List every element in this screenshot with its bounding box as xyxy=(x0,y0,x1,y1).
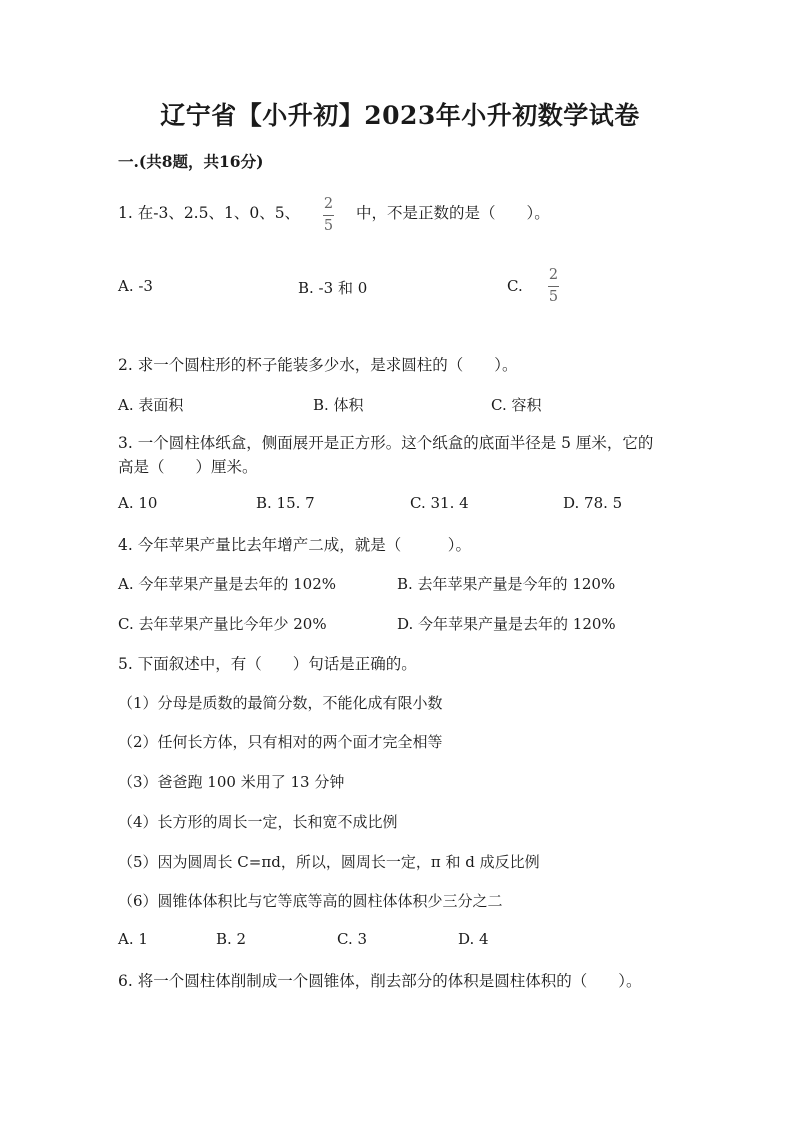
question-1-option-a[interactable]: A. -3 xyxy=(118,277,153,295)
fraction-numerator: 2 xyxy=(323,196,334,212)
question-4-option-a[interactable]: A. 今年苹果产量是去年的 102% xyxy=(118,575,337,593)
question-5-stem: 5. 下面叙述中，有（ ）句话是正确的。 xyxy=(118,655,417,673)
fraction-bar xyxy=(548,286,559,287)
question-5-statement-2: （2）任何长方体，只有相对的两个面才完全相等 xyxy=(118,733,443,751)
question-4-option-c[interactable]: C. 去年苹果产量比今年少 20% xyxy=(118,615,327,633)
question-5-option-a[interactable]: A. 1 xyxy=(118,930,148,948)
question-2-option-c[interactable]: C. 容积 xyxy=(491,396,542,414)
question-3-option-a[interactable]: A. 10 xyxy=(118,494,158,512)
question-2-option-b[interactable]: B. 体积 xyxy=(313,396,364,414)
question-3-option-d[interactable]: D. 78. 5 xyxy=(563,494,623,512)
fraction-denominator: 5 xyxy=(323,217,334,234)
question-3-option-c[interactable]: C. 31. 4 xyxy=(410,494,469,512)
question-1-stem-before: 1. 在-3、2.5、1、0、5、 xyxy=(118,204,301,222)
question-5-statement-6: （6）圆锥体体积比与它等底等高的圆柱体体积少三分之二 xyxy=(118,892,503,910)
question-1-stem xyxy=(118,201,300,223)
fraction-bar xyxy=(323,215,334,216)
question-4-option-b[interactable]: B. 去年苹果产量是今年的 120% xyxy=(397,575,616,593)
question-2-option-a[interactable]: A. 表面积 xyxy=(118,396,184,414)
question-3-stem-line-2: 高是（ ）厘米。 xyxy=(118,458,258,476)
question-5-statement-3: （3）爸爸跑 100 米用了 13 分钟 xyxy=(118,773,345,791)
section-header: 一.(共8题，共16分) xyxy=(118,152,264,171)
page-title: 辽宁省【小升初】2023年小升初数学试卷 xyxy=(160,101,640,130)
fraction-denominator: 5 xyxy=(548,288,559,305)
fraction-numerator: 2 xyxy=(548,267,559,283)
question-2-stem: 2. 求一个圆柱形的杯子能装多少水，是求圆柱的（ ）。 xyxy=(118,356,518,374)
question-4-stem: 4. 今年苹果产量比去年增产二成，就是（ ）。 xyxy=(118,536,471,554)
question-5-option-b[interactable]: B. 2 xyxy=(216,930,247,948)
question-6-stem: 6. 将一个圆柱体削制成一个圆锥体，削去部分的体积是圆柱体积的（ ）。 xyxy=(118,972,642,990)
question-1-stem-after: 中，不是正数的是（ ）。 xyxy=(356,204,550,222)
question-5-statement-1: （1）分母是质数的最简分数，不能化成有限小数 xyxy=(118,694,443,712)
question-3-stem-line-1: 3. 一个圆柱体纸盒，侧面展开是正方形。这个纸盒的底面半径是 5 厘米，它的 xyxy=(118,434,654,452)
question-5-option-c[interactable]: C. 3 xyxy=(337,930,368,948)
question-5-option-d[interactable]: D. 4 xyxy=(458,930,489,948)
question-5-statement-4: （4）长方形的周长一定，长和宽不成比例 xyxy=(118,813,398,831)
question-1-option-c[interactable]: C. xyxy=(507,277,523,295)
question-4-option-d[interactable]: D. 今年苹果产量是去年的 120% xyxy=(397,615,616,633)
question-1-fraction xyxy=(323,197,334,233)
question-5-statement-5: （5）因为圆周长 C=πd，所以，圆周长一定，π 和 d 成反比例 xyxy=(118,853,540,871)
question-1-option-c-fraction xyxy=(548,268,559,304)
question-1-option-b[interactable]: B. -3 和 0 xyxy=(298,279,368,297)
question-3-option-b[interactable]: B. 15. 7 xyxy=(256,494,315,512)
